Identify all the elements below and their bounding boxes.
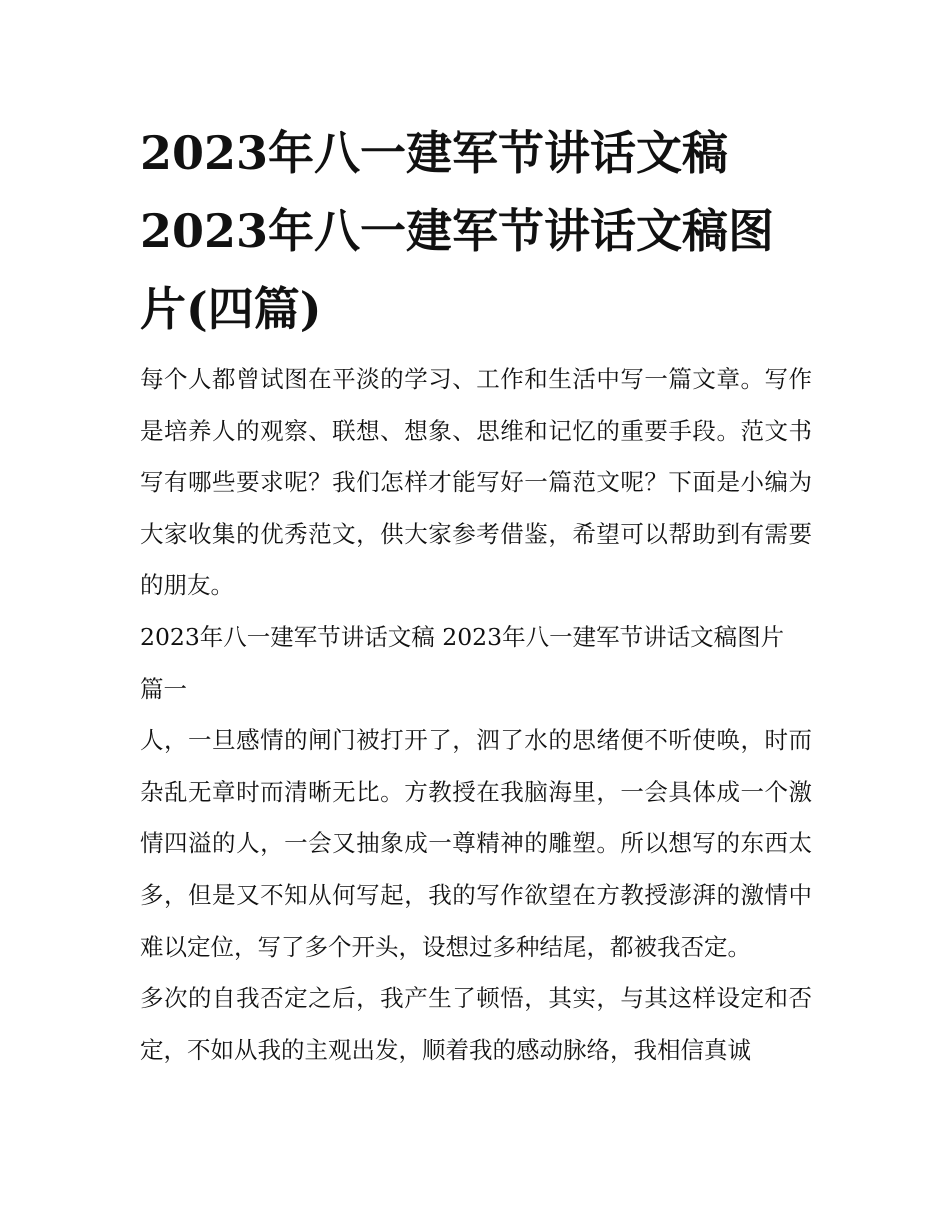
document-page [140,114,812,1076]
section-heading: 2023年八一建军节讲话文稿 2023年八一建军节讲话文稿图片 [140,622,785,651]
document-title: 2023年八一建军节讲话文稿 2023年八一建军节讲话文稿图片(四篇) [140,126,775,336]
section-label: 篇一 [140,674,187,703]
body-paragraph-1: 人，一旦感情的闸门被打开了，泗了水的思绪便不听使唤，时而杂乱无章时而清晰无比。方教授在我脑海里，一会具体成一个激情四溢的人，一会又抽象成一尊精神的雕塑。所以想写的东西太多，但是又不知从何写起，我的写作欲望在方教授澎湃的激情中难以定位，写了多个开头，设想过多种结尾，都被我否定。 [140,726,812,961]
intro-paragraph: 每个人都曾试图在平淡的学习、工作和生活中写一篇文章。写作是培养人的观察、联想、想象、思维和记忆的重要手段。范文书写有哪些要求呢？我们怎样才能写好一篇范文呢？下面是小编为大家收集的优秀范文，供大家参考借鉴，希望可以帮助到有需要的朋友。 [140,365,812,600]
body-paragraph-2: 多次的自我否定之后，我产生了顿悟，其实，与其这样设定和否定，不如从我的主观出发，顺着我的感动脉络，我相信真诚 [140,984,812,1064]
